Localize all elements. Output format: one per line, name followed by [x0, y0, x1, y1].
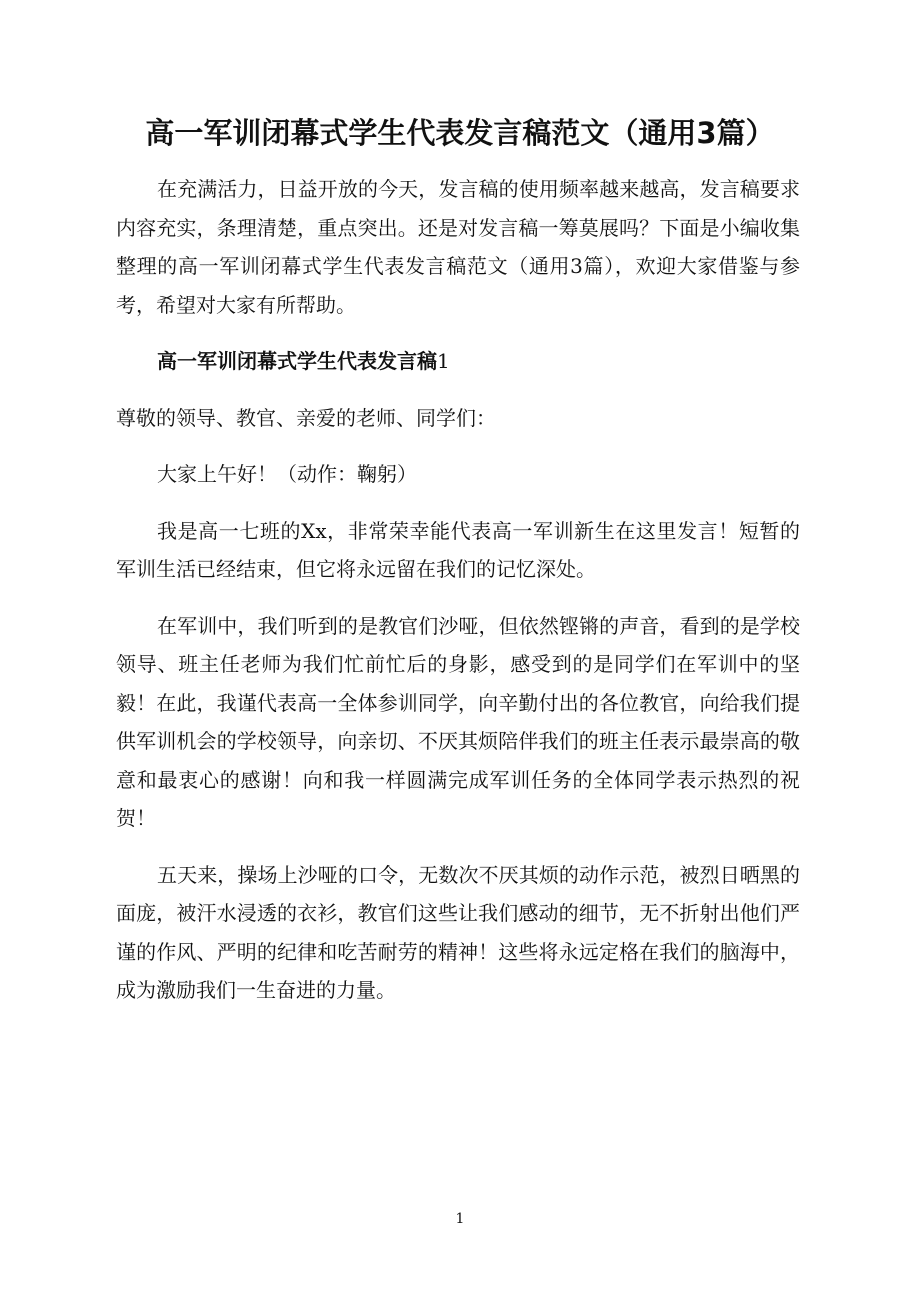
- page-number: 1: [455, 1211, 465, 1227]
- body-paragraph-4: 五天来，操场上沙哑的口令，无数次不厌其烦的动作示范，被烈日晒黑的面庞，被汗水浸透的衣衫，教官们这些让我们感动的细节，无不折射出他们严谨的作风、严明的纪律和吃苦耐劳的精神！这些将永远定格在我们的脑海中，成为激励我们一生奋进的力量。: [116, 862, 800, 1002]
- section-heading-number: 1: [437, 349, 450, 373]
- salutation: 尊敬的领导、教官、亲爱的老师、同学们：: [116, 405, 496, 430]
- section-heading-text: 高一军训闭幕式学生代表发言稿: [157, 349, 437, 373]
- document-body: [116, 170, 800, 1028]
- section-heading: [116, 342, 800, 381]
- intro-paragraph: 在充满活力，日益开放的今天，发言稿的使用频率越来越高，发言稿要求内容充实，条理清楚，重点突出。还是对发言稿一筹莫展吗？下面是小编收集整理的高一军训闭幕式学生代表发言稿范文（通用3篇），欢迎大家借鉴与参考，希望对大家有所帮助。: [116, 177, 800, 317]
- body-paragraph-2: 我是高一七班的Xx，非常荣幸能代表高一军训新生在这里发言！短暂的军训生活已经结束，但它将永远留在我们的记忆深处。: [116, 518, 800, 581]
- body-paragraph-3: 在军训中，我们听到的是教官们沙哑，但依然铿锵的声音，看到的是学校领导、班主任老师为我们忙前忙后的身影，感受到的是同学们在军训中的坚毅！在此，我谨代表高一全体参训同学，向辛勤付出的各位教官，向给我们提供军训机会的学校领导，向亲切、不厌其烦陪伴我们的班主任表示最崇高的敬意和最衷心的感谢！向和我一样圆满完成军训任务的全体同学表示热烈的祝贺！: [116, 613, 800, 830]
- body-paragraph-1: 大家上午好！（动作：鞠躬）: [157, 462, 417, 486]
- document-title: 高一军训闭幕式学生代表发言稿范文（通用3篇）: [145, 116, 775, 150]
